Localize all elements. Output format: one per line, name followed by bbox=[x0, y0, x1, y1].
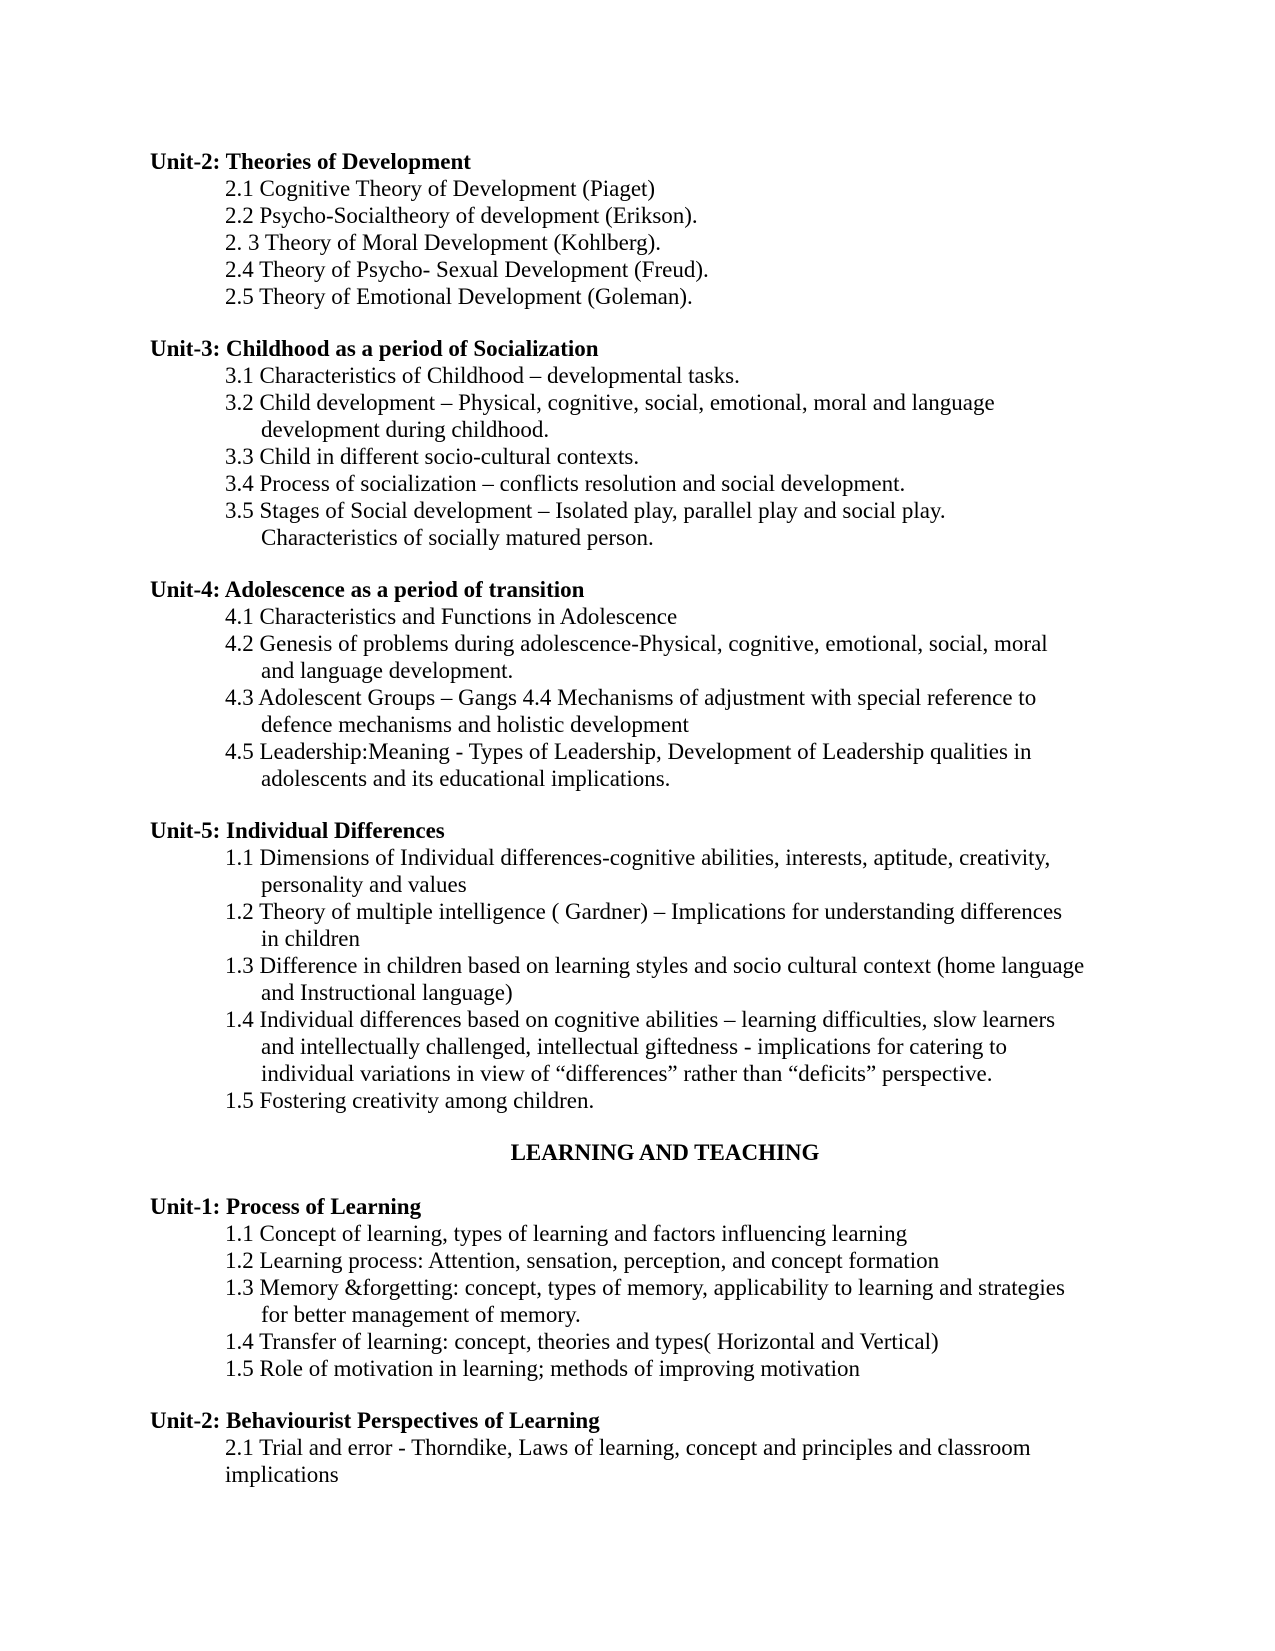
list-item: 2.1 Cognitive Theory of Development (Piaget) bbox=[225, 176, 656, 201]
unit-heading: Unit-4: Adolescence as a period of transition bbox=[150, 577, 585, 602]
list-item: 3.2 Child development – Physical, cognitive, social, emotional, moral and language development during childhood. bbox=[225, 390, 995, 442]
unit-heading: Unit-5: Individual Differences bbox=[150, 818, 445, 843]
list-item: 4.1 Characteristics and Functions in Adolescence bbox=[225, 604, 678, 629]
unit-childhood-socialization bbox=[150, 335, 1160, 551]
unit-heading: Unit-1: Process of Learning bbox=[150, 1194, 422, 1219]
list-item: 1.4 Transfer of learning: concept, theories and types( Horizontal and Vertical) bbox=[225, 1329, 939, 1354]
document-page bbox=[150, 148, 1160, 1513]
list-item: 4.5 Leadership:Meaning - Types of Leadership, Development of Leadership qualities in adolescents and its educational implications. bbox=[225, 739, 1032, 791]
list-item: 3.1 Characteristics of Childhood – developmental tasks. bbox=[225, 363, 740, 388]
unit-heading: Unit-3: Childhood as a period of Socialization bbox=[150, 336, 599, 361]
list-item: 2.1 Trial and error - Thorndike, Laws of learning, concept and principles and classroom implications bbox=[225, 1435, 1031, 1487]
list-item: 1.2 Theory of multiple intelligence ( Gardner) – Implications for understanding differences in children bbox=[225, 899, 1063, 951]
list-item: 1.2 Learning process: Attention, sensation, perception, and concept formation bbox=[225, 1248, 940, 1273]
list-item: 2.2 Psycho-Socialtheory of development (Erikson). bbox=[225, 203, 698, 228]
unit-heading: Unit-2: Theories of Development bbox=[150, 149, 471, 174]
list-item: 1.3 Memory &forgetting: concept, types of memory, applicability to learning and strategies for better management of memory. bbox=[225, 1275, 1065, 1327]
list-item: 2. 3 Theory of Moral Development (Kohlberg). bbox=[225, 230, 662, 255]
list-item: 2.5 Theory of Emotional Development (Goleman). bbox=[225, 284, 693, 309]
list-item: 1.3 Difference in children based on learning styles and socio cultural context (home language and Instructional language) bbox=[225, 953, 1085, 1005]
list-item: 3.5 Stages of Social development – Isolated play, parallel play and social play. Characteristics of socially matured person. bbox=[225, 498, 946, 550]
list-item: 2.4 Theory of Psycho- Sexual Development (Freud). bbox=[225, 257, 709, 282]
unit-behaviourist-perspectives bbox=[150, 1407, 1160, 1488]
list-item: 1.5 Role of motivation in learning; methods of improving motivation bbox=[225, 1356, 860, 1381]
unit-theories-of-development bbox=[150, 148, 1160, 310]
list-item: 3.3 Child in different socio-cultural contexts. bbox=[225, 444, 640, 469]
unit-heading: Unit-2: Behaviourist Perspectives of Learning bbox=[150, 1408, 600, 1433]
list-item: 1.5 Fostering creativity among children. bbox=[225, 1088, 595, 1113]
list-item: 1.1 Dimensions of Individual differences-cognitive abilities, interests, aptitude, creativity, personality and values bbox=[225, 845, 1051, 897]
list-item: 4.2 Genesis of problems during adolescence-Physical, cognitive, emotional, social, moral and language development. bbox=[225, 631, 1048, 683]
list-item: 1.1 Concept of learning, types of learning and factors influencing learning bbox=[225, 1221, 908, 1246]
list-item: 4.3 Adolescent Groups – Gangs 4.4 Mechanisms of adjustment with special reference to defence mechanisms and holistic development bbox=[225, 685, 1037, 737]
list-item: 1.4 Individual differences based on cognitive abilities – learning difficulties, slow learners and intellectually challenged, intellectual giftedness - implications for catering to individual variations in view of “differences” rather than “deficits” perspective. bbox=[225, 1007, 1056, 1086]
section-title: LEARNING AND TEACHING bbox=[510, 1140, 820, 1165]
unit-individual-differences bbox=[150, 817, 1160, 1114]
unit-adolescence-transition bbox=[150, 576, 1160, 792]
list-item: 3.4 Process of socialization – conflicts resolution and social development. bbox=[225, 471, 906, 496]
unit-process-of-learning bbox=[150, 1193, 1160, 1382]
